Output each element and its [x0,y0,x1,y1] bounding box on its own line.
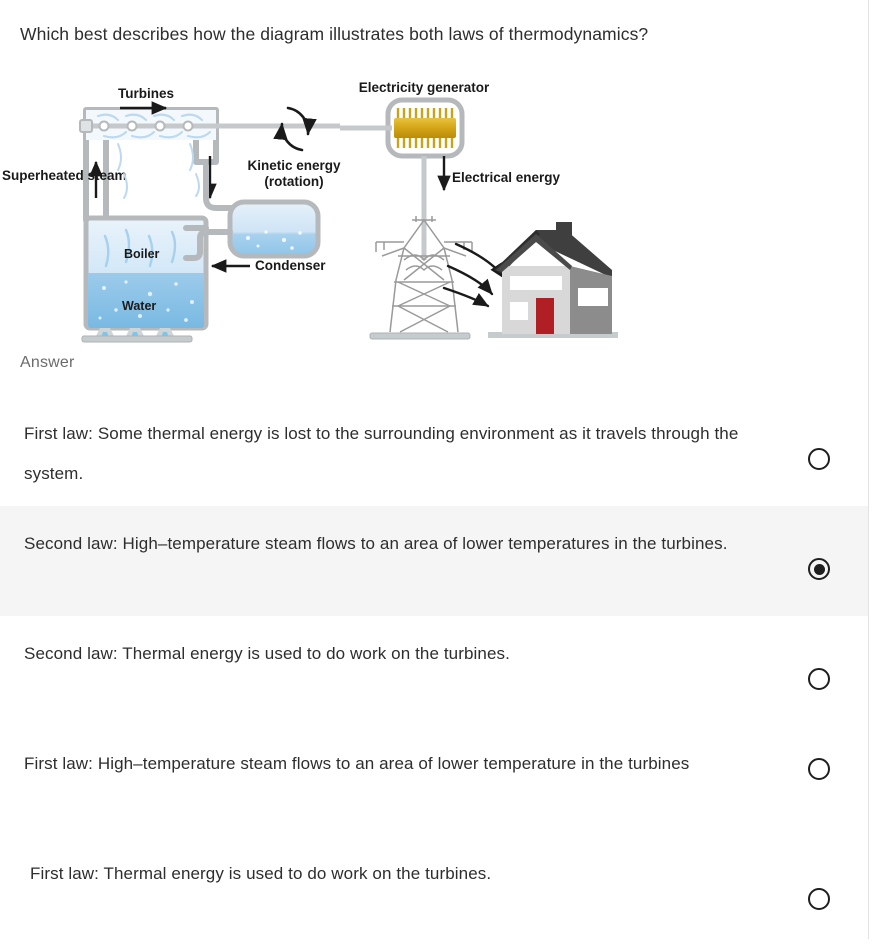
answer-option-4[interactable] [0,836,868,946]
answer-option-0-label: First law: Some thermal energy is lost to the surrounding environment as it travels through the system. [24,424,739,483]
answer-option-4-radio-cell[interactable] [770,854,868,910]
radio-unselected-icon[interactable] [808,758,830,780]
answer-label: Answer [20,354,75,371]
answer-option-1[interactable] [0,506,868,616]
answer-option-1-label: Second law: High–temperature steam flows to an area of lower temperatures in the turbines. [24,534,728,553]
boiler [82,214,206,342]
radio-unselected-icon[interactable] [808,888,830,910]
answer-option-3[interactable] [0,726,868,836]
house [488,222,618,338]
label-condenser: Condenser [255,258,326,273]
label-boiler: Boiler [124,247,160,261]
label-turbines: Turbines [117,86,175,101]
power-flow-arcs [444,244,504,306]
answer-option-2-radio-cell[interactable] [770,634,868,690]
answer-option-3-radio-cell[interactable] [770,744,868,780]
answer-option-2-label: Second law: Thermal energy is used to do work on the turbines. [24,644,510,663]
radio-unselected-icon[interactable] [808,448,830,470]
answer-option-2[interactable] [0,616,868,726]
answer-option-0[interactable] [0,396,868,506]
label-kinetic-energy-line2: (rotation) [264,174,324,189]
inner-steam-wisps [118,144,199,198]
pylon-base [370,333,470,339]
label-kinetic-energy-line1: Kinetic energy [247,158,341,173]
right-divider [868,0,869,939]
label-water: Water [122,299,157,313]
rotation-arrows [282,108,308,150]
radio-unselected-icon[interactable] [808,668,830,690]
answer-options-list [0,396,868,946]
page-title: Which best describes how the diagram illustrates both laws of thermodynamics? [20,24,649,44]
label-electricity-generator: Electricity generator [358,80,490,95]
answer-option-3-label: First law: High–temperature steam flows to an area of lower temperature in the turbines [24,754,690,773]
answer-option-4-label: First law: Thermal energy is used to do work on the turbines. [30,864,492,883]
answer-option-1-radio-cell[interactable] [770,524,868,580]
label-electrical-energy: Electrical energy [452,170,561,185]
thermodynamics-diagram [0,70,700,345]
answer-option-0-radio-cell[interactable] [770,414,868,470]
radio-selected-icon[interactable] [808,558,830,580]
label-superheated-steam: Superheated steam [2,168,127,183]
